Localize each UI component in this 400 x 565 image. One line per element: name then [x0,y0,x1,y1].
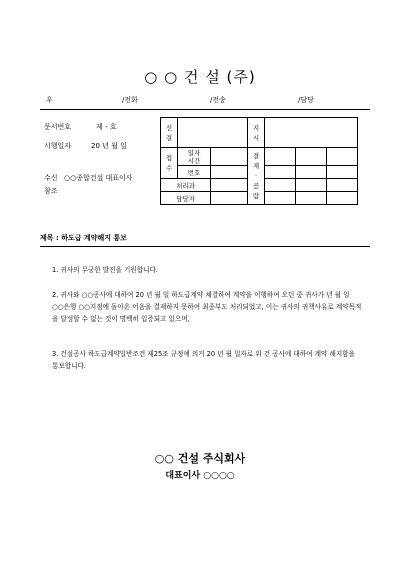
body-paragraph-3: 3. 건설공사 하도급계약일반조건 제25조 규정에 의거 20 년 월 일자로 위 건 공사에 대하여 계약 해지함을 통보합니다. [52,350,355,370]
doc-no-value: 제 - 호 [96,123,117,131]
company-signature: ○○ 건설 주식회사 [154,452,246,465]
doc-no-label: 문서번호 [44,123,72,131]
ji-si-box [265,118,358,148]
seon-gyeol-box [178,118,248,148]
processing-cell: 처리과 [161,179,211,192]
person-cell: 담당자 [161,192,211,205]
address-line [40,95,370,110]
jeop-su-cell: 접 수 [161,148,178,179]
seon-gyeol-cell: 선 결 [161,118,178,148]
date-time-box [211,148,248,166]
recipient-label: 수신 [44,174,58,182]
postal-label: 우 [46,96,53,104]
body-paragraph-1: 1. 귀사의 무궁한 발전을 기원합니다. [52,266,158,274]
document-title: ○ ○ 건 설 (주) [144,68,256,86]
divider [40,246,370,247]
fax-label: /전송 [210,96,226,104]
date-time-cell: 일자 시간 [178,148,211,166]
recipient-value: ○○종합건설 대표이사 [64,174,133,182]
manager-label: /담당 [298,96,314,104]
subject-line: 제목 : 하도급 계약해지 통보 [40,234,127,242]
body-paragraph-2: 2. 귀사와 ○○공사에 대하여 20 년 월 일 하도급계약 체결하여 계약을 이행하여 오던 중 귀사가 년 월 일 ○○은행 ○○지점에 돌아온 어음을 결제하지 못하여 최종부도 처리되었고, 이는 귀사의 귀책사유로 계약목적을 달성할 수 없는 것이 명백히 입증되고 있으며, [52,291,362,323]
ceo-signature: 대표이사 ○○○○ [165,471,235,481]
number-cell: 번호 [178,166,211,179]
approval-grid [160,117,358,205]
phone-label: /전화 [122,96,138,104]
date-value: 20 년 월 일 [91,142,127,150]
ji-si-cell: 지 시 [248,118,265,148]
date-label: 시행일자 [44,142,72,150]
gyeoljae-cell: 결 재 · 공 람 [248,148,265,205]
reference-label: 참조 [44,187,58,195]
